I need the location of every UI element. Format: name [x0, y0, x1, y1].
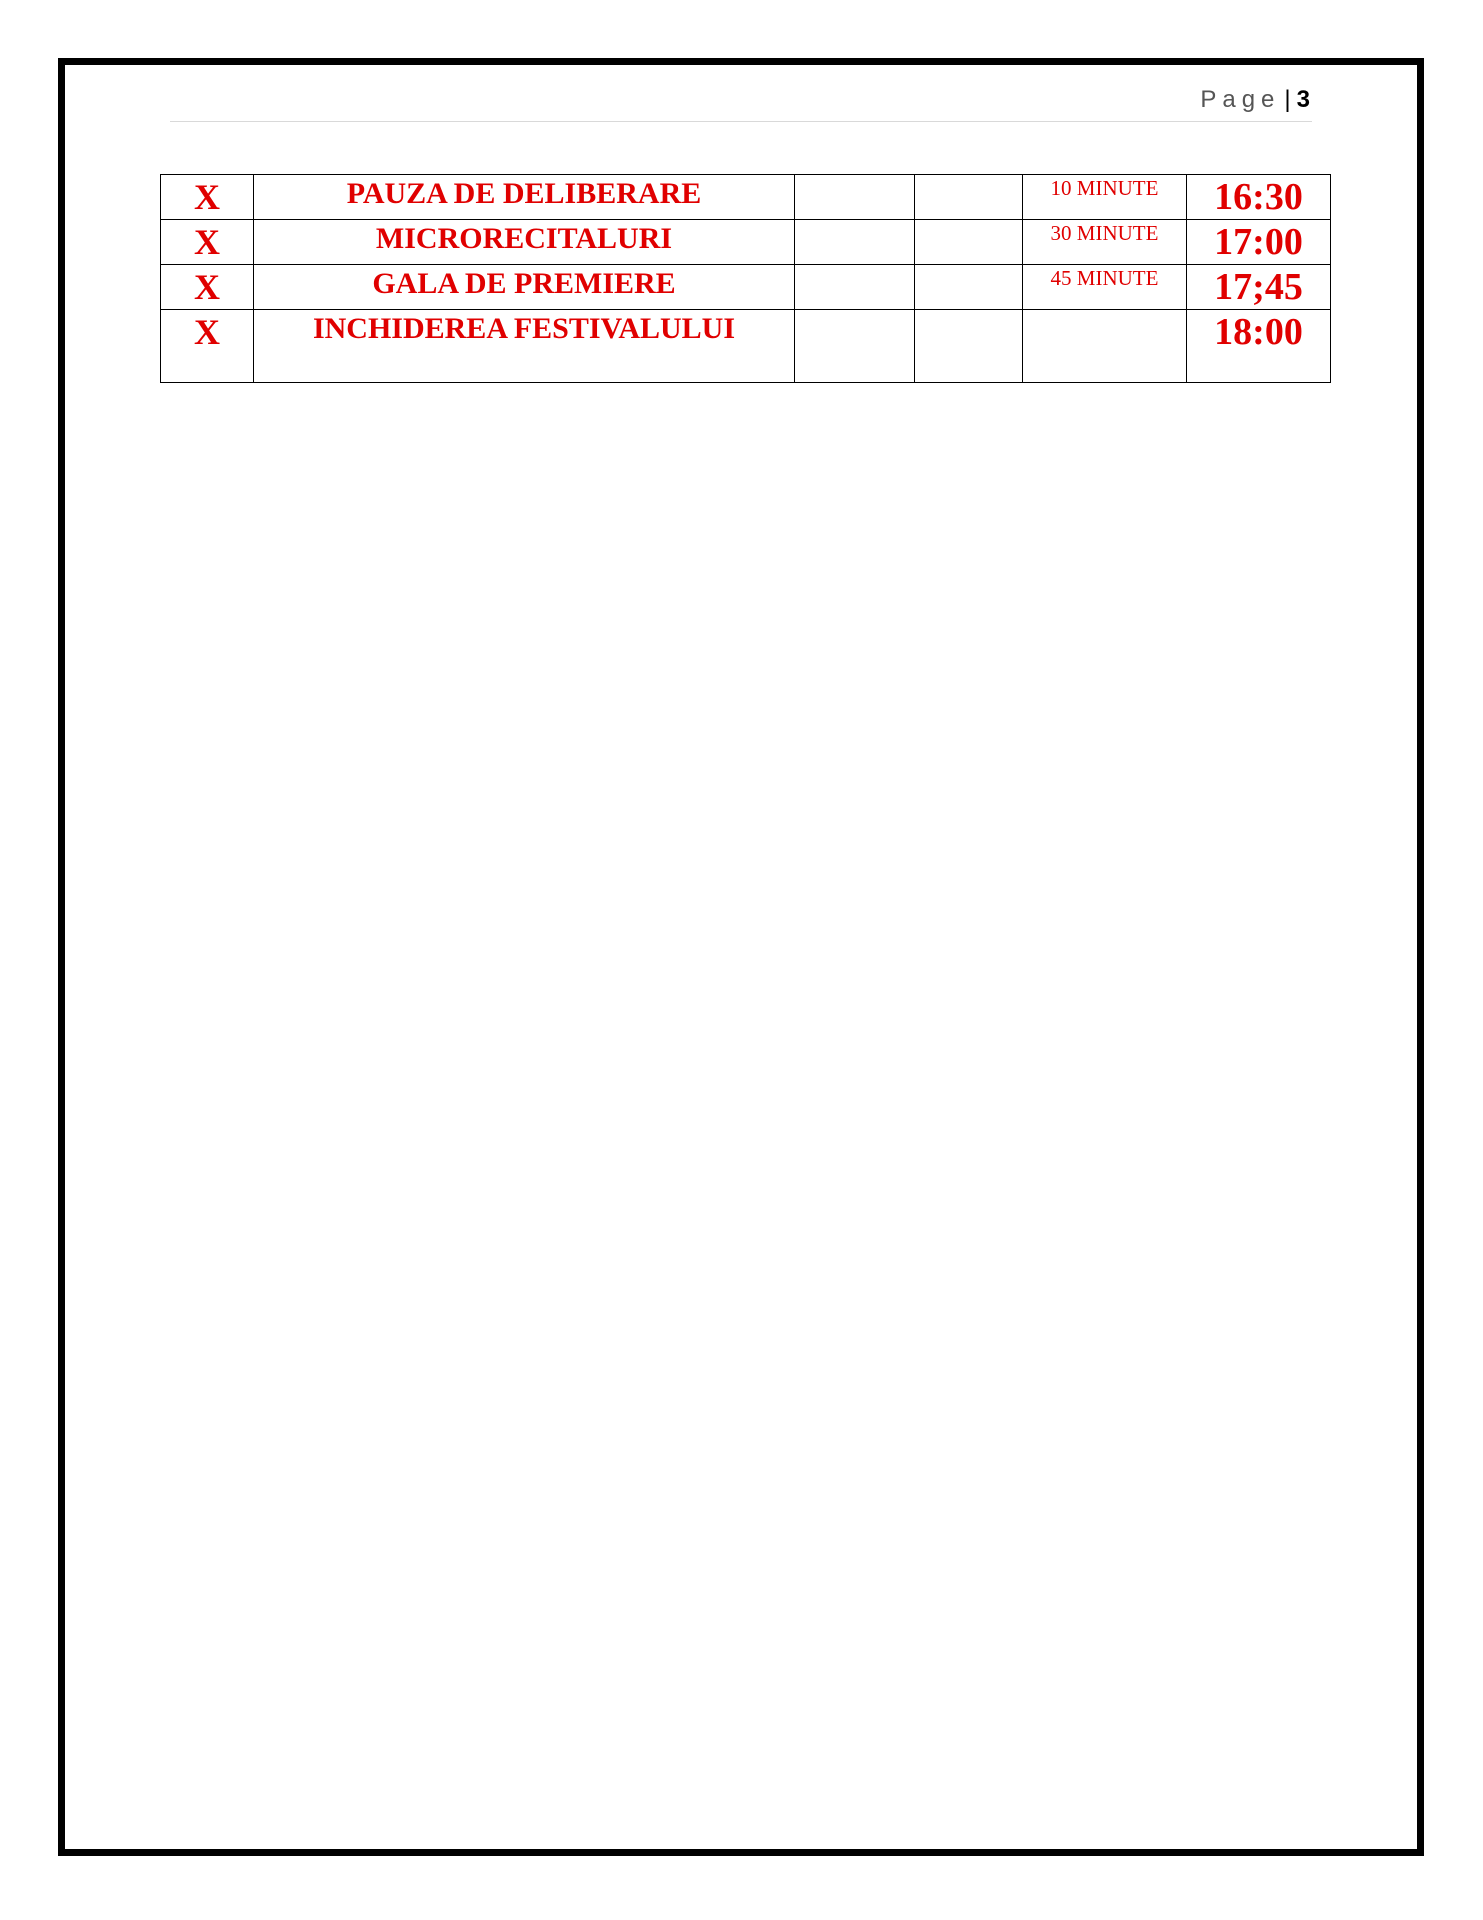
- empty-cell: [915, 175, 1023, 220]
- page-number: 3: [1296, 86, 1310, 113]
- page-header: [170, 84, 1312, 122]
- empty-cell: [915, 220, 1023, 265]
- schedule-table: [160, 174, 1331, 383]
- table-row: [161, 265, 1331, 310]
- empty-cell: [915, 265, 1023, 310]
- page-word: Page: [1200, 86, 1281, 113]
- duration: 45 MINUTE: [1023, 265, 1187, 310]
- page-number-label: [1200, 86, 1310, 114]
- activity-name: INCHIDEREA FESTIVALULUI: [254, 310, 795, 383]
- empty-cell: [795, 220, 915, 265]
- activity-name: PAUZA DE DELIBERARE: [254, 175, 795, 220]
- empty-cell: [795, 310, 915, 383]
- row-mark: X: [161, 310, 254, 383]
- empty-cell: [915, 310, 1023, 383]
- empty-cell: [795, 265, 915, 310]
- duration: 30 MINUTE: [1023, 220, 1187, 265]
- empty-cell: [795, 175, 915, 220]
- activity-name: MICRORECITALURI: [254, 220, 795, 265]
- row-mark: X: [161, 265, 254, 310]
- row-mark: X: [161, 175, 254, 220]
- start-time: 17;45: [1187, 265, 1331, 310]
- duration: 10 MINUTE: [1023, 175, 1187, 220]
- row-mark: X: [161, 220, 254, 265]
- start-time: 16:30: [1187, 175, 1331, 220]
- table-row: [161, 220, 1331, 265]
- activity-name: GALA DE PREMIERE: [254, 265, 795, 310]
- start-time: 18:00: [1187, 310, 1331, 383]
- start-time: 17:00: [1187, 220, 1331, 265]
- duration: [1023, 310, 1187, 383]
- page-separator: |: [1284, 86, 1291, 113]
- table-row: [161, 310, 1331, 383]
- table-row: [161, 175, 1331, 220]
